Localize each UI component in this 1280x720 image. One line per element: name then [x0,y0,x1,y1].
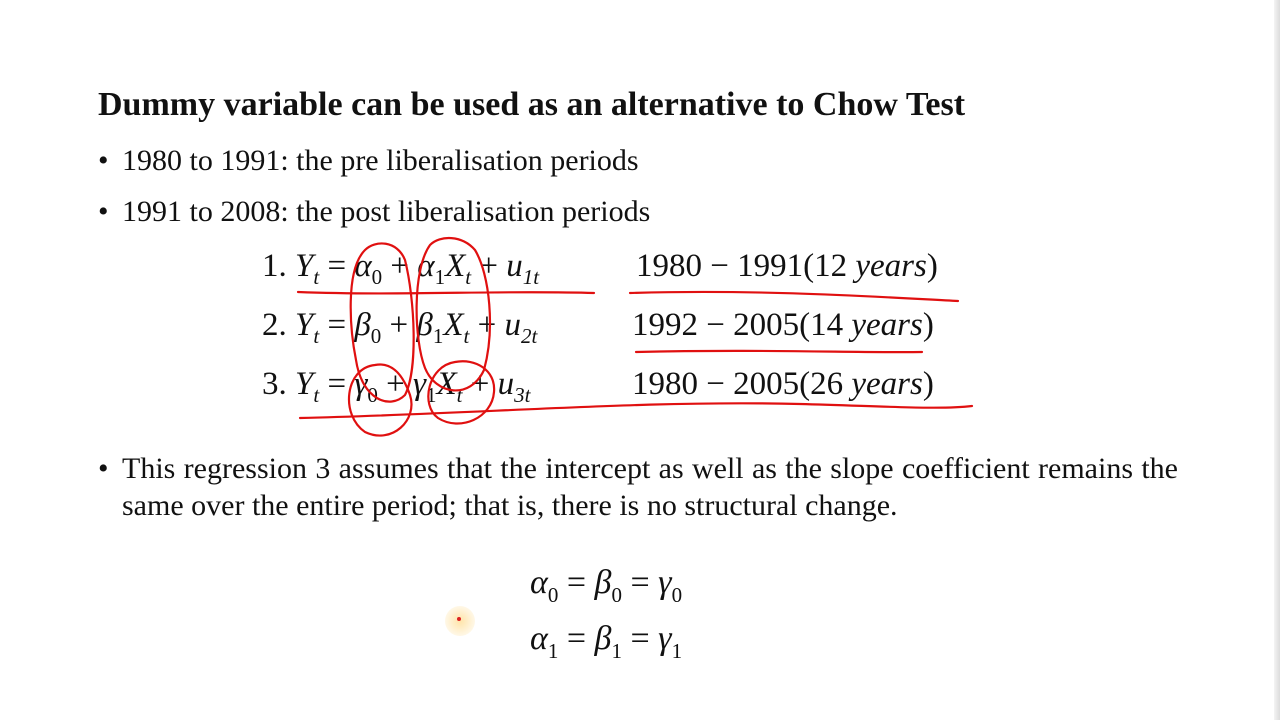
y-variable: Y [295,307,314,343]
error-subscript: 3t [514,383,531,407]
period-range: 1992 − 2005 [632,307,800,343]
plus-sign: + [390,248,410,284]
loop-slope-column [417,238,490,390]
period-years-word: years [851,307,923,343]
equals-sign: = [327,248,347,284]
error-subscript: 2t [520,324,538,348]
bullet-marker: • [98,144,109,177]
equals-sign: = [566,564,587,601]
condition-slopes [530,620,683,663]
x-variable: X [445,248,466,284]
period-range: 1980 − 2005 [632,366,800,402]
error-term: u [497,366,515,402]
alpha-subscript: 1 [547,639,559,663]
plus-sign: + [386,366,405,402]
regression-3-paragraph: This regression 3 assumes that the intercept as well as the slope coefficient remains the same over the entire period; that is, there is no structural change. [122,452,1178,522]
plus-sign: + [477,307,497,343]
equation-number: 3. [262,366,287,402]
slope-subscript: 1 [425,383,437,407]
gamma-term: γ [658,620,672,657]
period-close: ) [922,307,934,343]
slope-coefficient: γ [412,366,426,402]
period-years-word: years [855,248,927,284]
gamma-subscript: 1 [671,639,683,663]
equals-sign: = [566,620,587,657]
intercept-subscript: 0 [367,383,378,407]
period-years-word: years [851,366,923,402]
y-subscript: t [313,324,320,348]
period-years-count: (12 [803,248,856,284]
equals-sign: = [327,307,347,343]
bullet-marker: • [98,452,109,485]
plus-sign: + [479,248,498,284]
bullet-marker: • [98,195,109,228]
equals-sign: = [327,366,347,402]
beta-term: β [594,564,612,601]
equals-sign: = [630,564,650,601]
bullet-text: 1980 to 1991: the pre liberalisation periods [122,144,639,177]
y-subscript: t [313,383,320,407]
slope-coefficient: β [416,307,433,343]
x-variable: X [443,307,464,343]
alpha-term: α [530,620,548,657]
laser-pointer [445,606,475,636]
underline-eq1 [298,292,594,293]
alpha-term: α [530,564,548,601]
condition-intercepts [530,564,683,607]
x-subscript: t [456,383,463,407]
underline-period2 [636,351,922,352]
gamma-term: γ [658,564,672,601]
y-subscript: t [313,265,320,289]
intercept-subscript: 0 [370,324,382,348]
slide-title: Dummy variable can be used as an alternative to Chow Test [98,86,966,123]
x-variable: X [436,366,457,402]
slope-coefficient: α [417,248,435,284]
period-range: 1980 − 1991 [636,248,804,284]
y-variable: Y [295,366,314,402]
equation-number: 1. [262,248,287,284]
error-term: u [504,307,521,343]
intercept-coefficient: γ [354,366,368,402]
plus-sign: + [389,307,409,343]
period-close: ) [922,366,934,402]
underline-period1 [630,292,958,301]
slope-subscript: 1 [434,265,446,289]
beta-subscript: 1 [611,639,622,663]
period-years-count: (14 [799,307,852,343]
x-subscript: t [465,265,472,289]
intercept-coefficient: β [354,307,371,343]
error-term: u [506,248,523,284]
period-close: ) [926,248,938,284]
intercept-subscript: 0 [371,265,383,289]
x-subscript: t [463,324,470,348]
equals-sign: = [630,620,650,657]
intercept-coefficient: α [354,248,372,284]
y-variable: Y [295,248,314,284]
equation-number: 2. [262,307,287,343]
beta-term: β [594,620,612,657]
beta-subscript: 0 [611,583,622,607]
laser-pointer-dot [457,617,461,621]
loop-intercept-column [351,243,414,401]
underline-eq3-period3 [300,403,972,418]
error-subscript: 1t [522,265,540,289]
plus-sign: + [470,366,490,402]
bullet-text: 1991 to 2008: the post liberalisation periods [122,195,651,228]
gamma-subscript: 0 [671,583,683,607]
slope-subscript: 1 [432,324,444,348]
period-years-count: (26 [799,366,852,402]
alpha-subscript: 0 [547,583,559,607]
